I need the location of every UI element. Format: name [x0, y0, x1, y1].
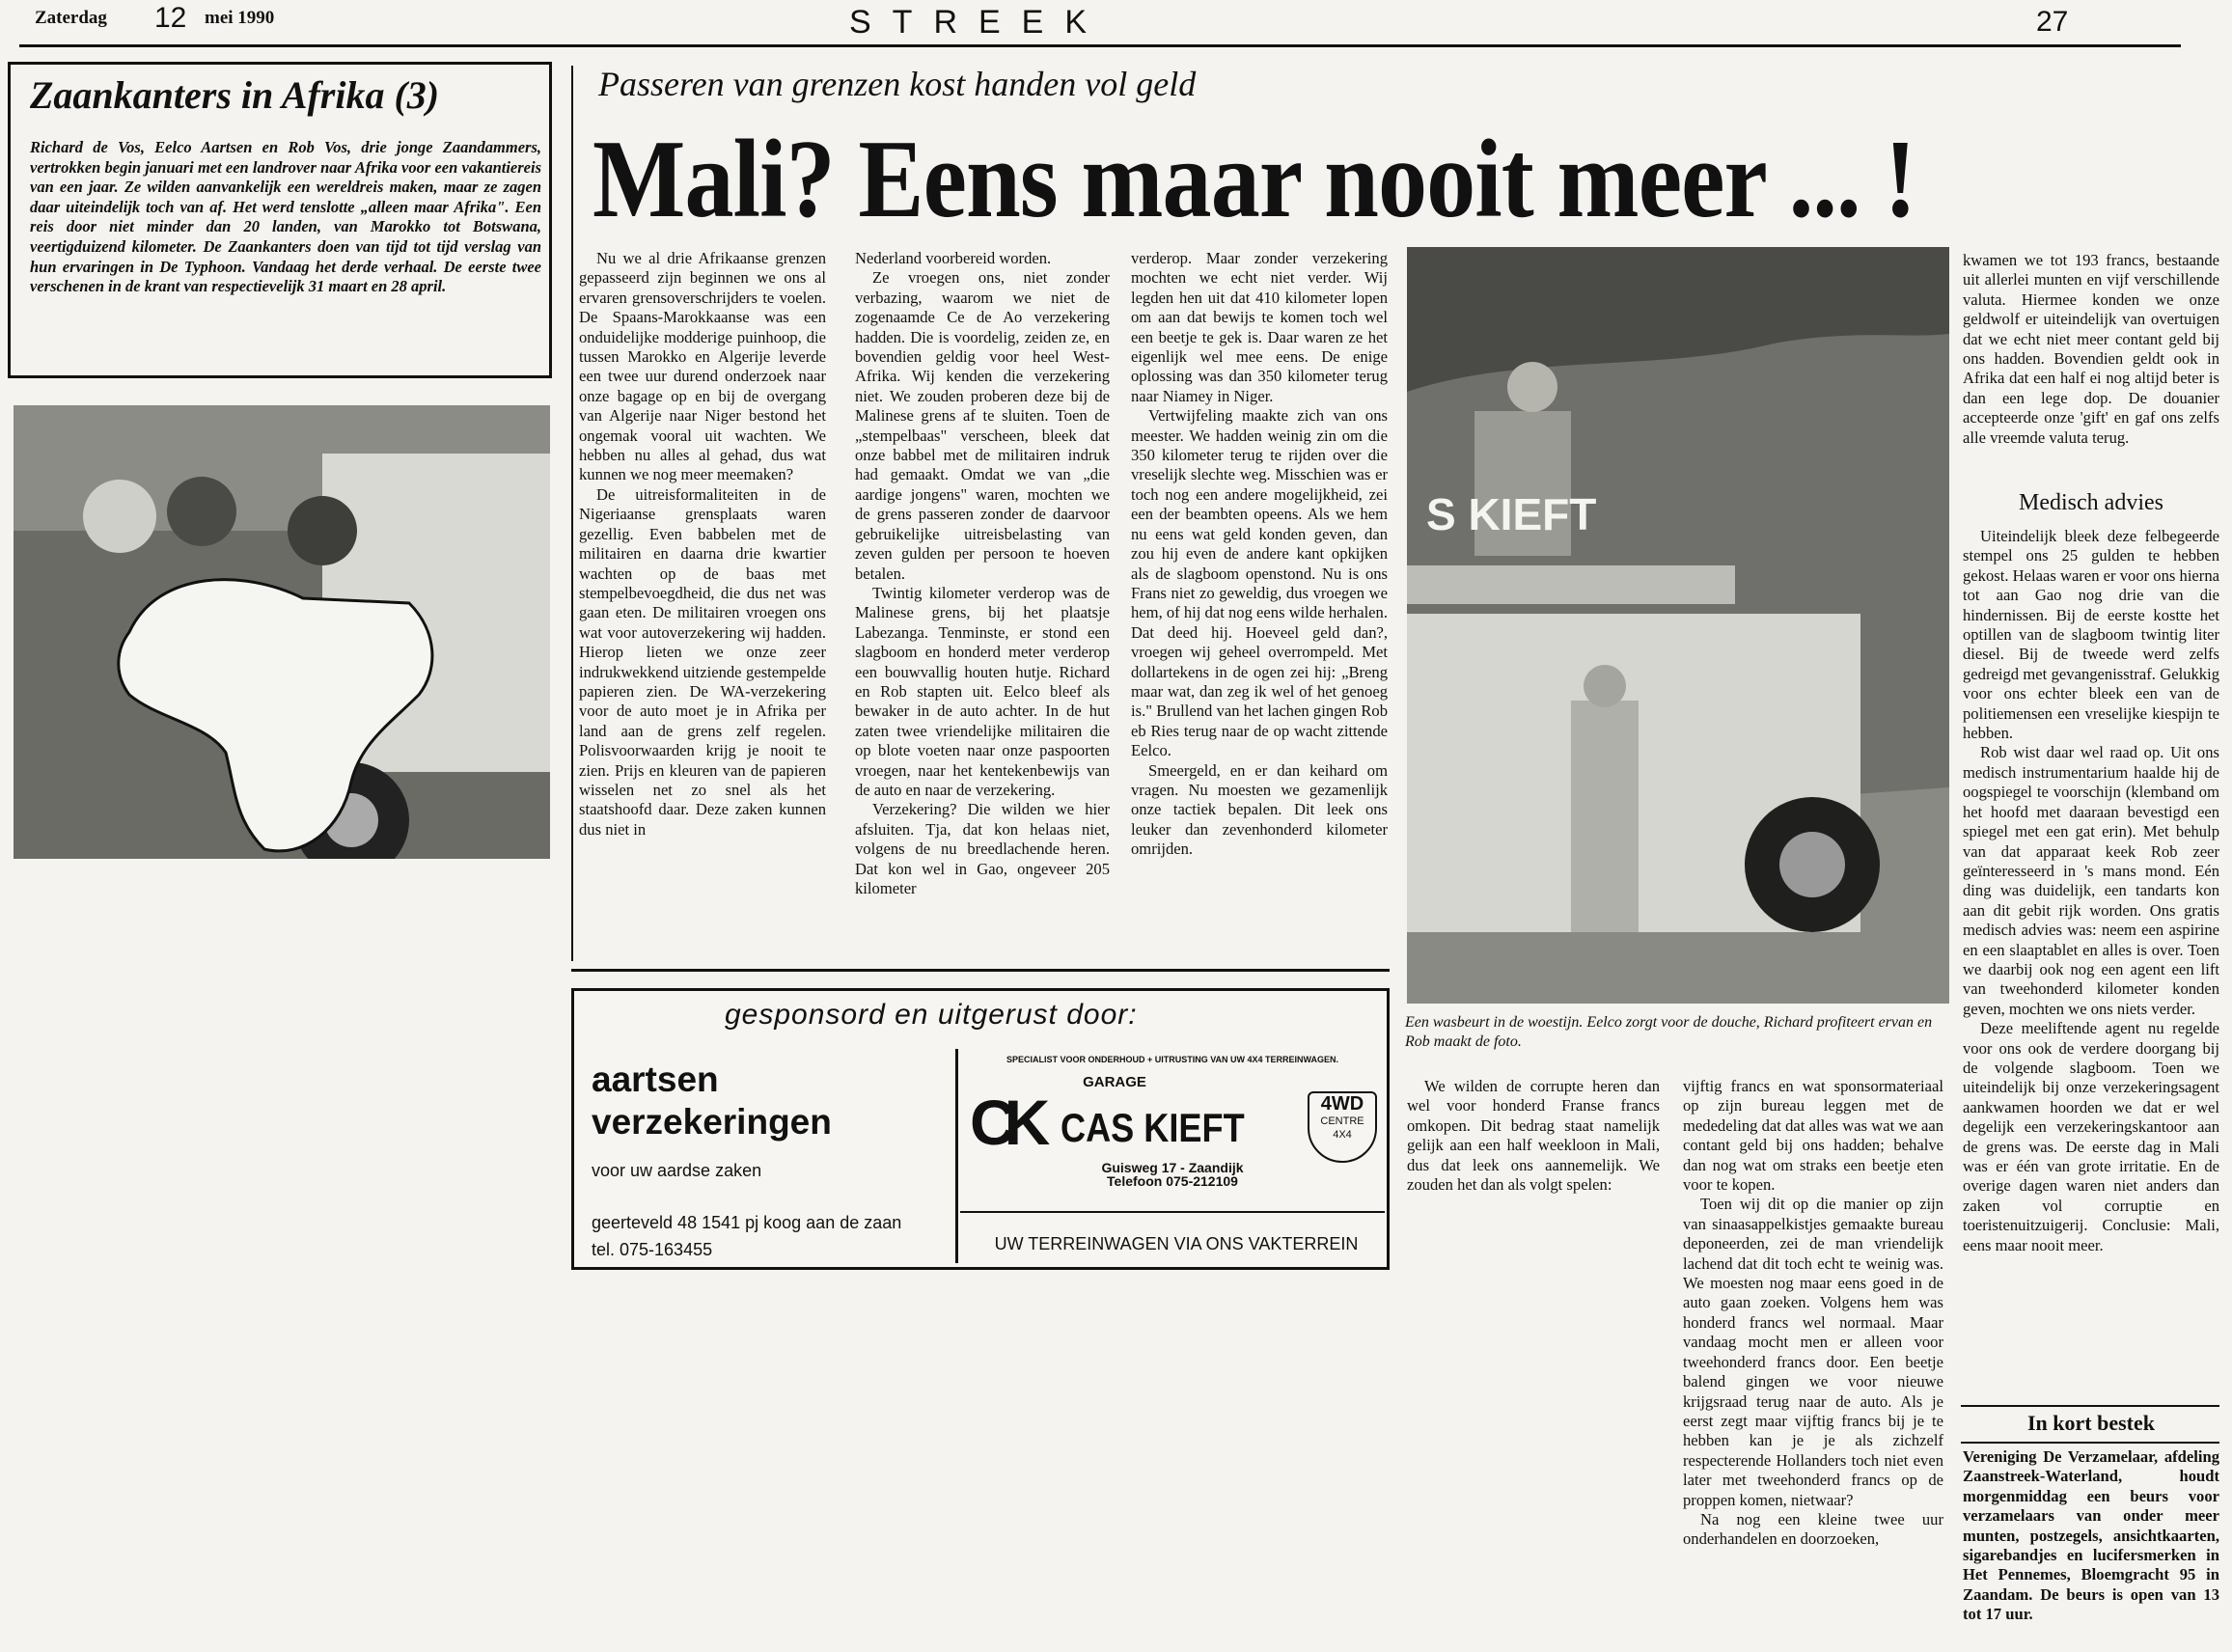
- article-headline: Mali? Eens maar nooit meer ... !: [592, 118, 1916, 241]
- paragraph: Vertwijfeling maakte zich van ons meester. We hadden weinig zin om die 350 kilometer terug te rijden over die vreselijk slechte weg. Misschien was er toch nog een andere mogelijkheid, zei een der beambten opeens. Als we hem nu eens wat geld konden geven, dan zou hij even de andere kant opkijken als de slagboom openstond. Nu is ons Frans niet zo geweldig, dus vroegen we hem, of hij dat nog eens wilde herhalen. Dat deed hij. Hoeveel geld dan?, vroegen wij geheel overrompeld. Met dollartekens in de ogen zei hij: „Breng maar wat, dan zeg ik wel of het genoeg is." Brullend van het lachen gingen Rob eb Ries terug naar de op wacht zittende Eelco.: [1131, 406, 1388, 760]
- desert-photo-art: [1407, 247, 1949, 1004]
- article-column-1: [579, 249, 826, 840]
- paragraph: Deze meeliftende agent nu regelde voor ons ook de verdere doorgang bij de volgende slagboom. Toen we uiteindelijk bij onze verzekeringsagent aankwamen hoorden we dat er wel degelijk een verzekeringskantoor aan de grens was. De eerste dag in Mali was er één van grote irritatie. En de overige dagen waren niet anders dan zaken vol corruptie en toeristenuitzuigerij. Conclusie: Mali, eens maar nooit meer.: [1963, 1019, 2219, 1254]
- masthead-date-number: 12: [154, 2, 187, 34]
- column-divider: [571, 66, 573, 961]
- caskieft-specialist: SPECIALIST VOOR ONDERHOUD + UITRUSTING VAN UW 4X4 TERREINWAGEN.: [1006, 1055, 1339, 1064]
- paragraph: verderop. Maar zonder verzekering mochten we echt niet verder. Wij legden hen uit dat 410 kilometer lopen om aan dat bewijs te komen toch wel een beetje te gek is. Daar waren ze het eigenlijk wel mee eens. De enige oplossing was dan 350 kilometer terug naar Niamey in Niger.: [1131, 249, 1388, 405]
- desert-photo: [1407, 247, 1949, 1004]
- paragraph: vijftig francs en wat sponsormateriaal op zijn bureau leggen met de mededeling dat dat alles was wat we aan contant geld bij ons hadden; behalve dan nog wat om straks een beetje eten voor te kopen.: [1683, 1077, 1943, 1195]
- medisch-advies-subhead: Medisch advies: [2019, 490, 2163, 515]
- ad-divider: [955, 1049, 958, 1263]
- series-title: Zaankanters in Afrika (3): [30, 73, 440, 117]
- paragraph: Twintig kilometer verderop was de Malinese grens, bij het plaatsje Labezanga. Tenminste, er stond een slagboom en honderd meter verderop een bouwvallig houten hutje. Richard en Rob stapten uit. Eelco bleef als bewaker in de auto achter. In de hut zaten twee vriendelijke militairen die op blote voeten naar onze paspoorten vroegen, naar het kentekenbewijs van de auto en naar de verzekering.: [855, 583, 1110, 799]
- aartsen-tagline: voor uw aardse zaken: [592, 1161, 762, 1180]
- brief-text: [1963, 1447, 2219, 1625]
- article-kicker: Passeren van grenzen kost handen vol geld: [598, 65, 1197, 103]
- paragraph: Verzekering? Die wilden we hier afsluiten. Tja, dat kon helaas niet, volgens de nu breedlachende heren. Dat kon wel in Gao, ongeveer 205 kilometer: [855, 800, 1110, 897]
- ad-top-rule: [571, 969, 1390, 972]
- paragraph: De uitreisformaliteiten in de Nigeriaanse grensplaats waren gezellig. Even babbelen met de militairen en daarna drie kwartier wachten op de baas met stempelbevoegdheid, die dus net was gaan eten. De militairen vroegen ons wat voor autoverzekering wij hadden. Hierop lieten we onze zeer indrukwekkend uitziende gestempelde papieren zien. De WA-verzekering voor de auto moet je in Afrika per land aan de grens zelf regelen. Polisvoorwaarden krijg je nooit te zien. Prijs en kleuren van de papieren wisselen net zo snel als het staatshoofd daar. Deze zaken kunnen dus niet in: [579, 484, 826, 839]
- page-number: 27: [2036, 6, 2069, 38]
- paragraph: Nu we al drie Afrikaanse grenzen gepasseerd zijn beginnen we ons al ervaren grensoverschrijders te voelen. De Spaans-Marokkaanse was een onduidelijke modderige puinhoop, die tussen Marokko en Algerije leverde een twee uur durend onderzoek naar onze bagage op en bij de overgang van Algerije naar Niger bestond het ongemak vooral uit wachten. We hebben nu alles al gehad, dus wat kunnen we nog meer meemaken?: [579, 249, 826, 484]
- series-box: [8, 62, 552, 378]
- aartsen-address: geerteveld 48 1541 pj koog aan de zaan: [592, 1213, 902, 1232]
- article-column-6-bottom: [1963, 527, 2219, 1255]
- masthead-rule: [19, 44, 2181, 47]
- 4wd-badge-line-2: CENTRE: [1320, 1115, 1364, 1127]
- article-column-3: [1131, 249, 1388, 860]
- truck-lettering: S KIEFT: [1426, 489, 1597, 539]
- paragraph: Na nog een kleine twee uur onderhandelen en doorzoeken,: [1683, 1509, 1943, 1549]
- ad-heading: gesponsord en uitgerust door:: [725, 999, 1138, 1031]
- caskieft-contact: [1066, 1161, 1279, 1188]
- paragraph: We wilden de corrupte heren dan wel voor honderd Franse francs omkopen. Dit bedrag staat namelijk gelijk aan een half weekloon in Mali, dus dat leek ons aannemelijk. We zouden het dan als volgt spelen:: [1407, 1077, 1660, 1195]
- aartsen-name: [592, 1059, 832, 1143]
- article-column-2: [855, 249, 1110, 898]
- paragraph: Ze vroegen ons, niet zonder verbazing, waarom we niet de zogenaamde Ce de Ao verzekering hadden. Die is voordelig, zeiden ze, en bovendien geldig voor heel West-Afrika. Wij kenden die verzekering niet. We zouden proberen deze bij de Malinese grens af te sluiten. Toen de „stempelbaas" verscheen, bleek dat onze babbel met de militairen indruk had gemaakt. Omdat we van „die aardige jongens" waren, mochten we de grens passeren zonder de daarvoor gebruikelijke uitreisbelasting van zeven gulden per persoon te hoeven betalen.: [855, 268, 1110, 583]
- aartsen-phone: tel. 075-163455: [592, 1240, 713, 1259]
- masthead-day: Zaterdag: [35, 8, 107, 28]
- paragraph: Vereniging De Verzamelaar, afdeling Zaanstreek-Waterland, houdt morgenmiddag een beurs voor verzamelaars van onder meer munten, postzegels, ansichtkaarten, sigarebandjes en lucifersmerken in Het Pennemes, Bloemgracht 95 in Zaandam. De beurs is open van 13 tot 17 uur.: [1963, 1447, 2219, 1624]
- article-column-4: [1407, 1077, 1660, 1195]
- paragraph: Toen wij dit op die manier op zijn van sinaasappelkistjes gemaakte bureau deponeerden, zei de man vriendelijk lachend dat dit toch echt te weinig was. We moesten nog maar eens goed in de auto gaan zoeken. Volgens hem was honderd francs wel normaal. Maar vandaag mocht men er alleen voor tweehonderd francs door. Een beetje balend gingen we voor nieuwe krijgsraad terug naar de auto. Als je eerst zegt maar vijftig francs bij je te hebben kan je je als zichzelf respecterende Hollanders toch niet even later met tweehonderd francs op de proppen komen, nietwaar?: [1683, 1195, 1943, 1509]
- brief-title: In kort bestek: [2026, 1411, 2155, 1435]
- photo-caption: Een wasbeurt in de woestijn. Eelco zorgt voor de douche, Richard profiteert ervan en Rob maakt de foto.: [1405, 1014, 1933, 1050]
- team-photo: [14, 405, 550, 859]
- caskieft-name: CAS KIEFT: [1061, 1105, 1245, 1150]
- paragraph: Smeergeld, en er dan keihard om vragen. Nu moesten we gezamenlijk onze tactiek bepalen. Dit leek ons leuker dan zevenhonderd kilometer omrijden.: [1131, 760, 1388, 859]
- aartsen-name-line-1: aartsen: [592, 1060, 719, 1099]
- sponsor-ad: [571, 988, 1390, 1270]
- masthead-month-year: mei 1990: [205, 8, 275, 28]
- article-column-6-top: [1963, 251, 2219, 448]
- 4wd-badge-line-3: 4X4: [1333, 1129, 1352, 1141]
- paragraph: kwamen we tot 193 francs, bestaande uit allerlei munten en vijf verschillende valuta. Hiermee konden we onze geldwolf er uiteindelijk van overtuigen dat we echt niet meer contant geld bij ons hadden. Bovendien geldt ook in Afrika dat een half ei nog altijd beter is dan een lege dop. De douanier accepteerde onze 'gift' en gaf ons zelfs alle vreemde valuta terug.: [1963, 251, 2219, 447]
- paragraph: Rob wist daar wel raad op. Uit ons medisch instrumentarium haalde hij de oogspiegel te voorschijn (klemband om het hoofd met daaraan bevestigd een spiegel met een gat erin). Met behulp van dat apparaat keek Rob zeer geïnteresseerd in 's mans mond. Eén ding was duidelijk, een tandarts kon aan dit gebit rijk worden. Ons gratis medisch advies was: neem een aspirine en een slaaptablet en alles is over. Toen we daarbij ook nog een agent een lift van tweehonderd kilometer konden geven, mochten we ons niets verder.: [1963, 743, 2219, 1018]
- caskieft-phone: Telefoon 075-212109: [1107, 1173, 1238, 1189]
- aartsen-name-line-2: verzekeringen: [592, 1102, 832, 1142]
- paragraph: Nederland voorbereid worden.: [855, 249, 1052, 267]
- ad-slogan-rule: [960, 1211, 1385, 1213]
- section-title: STREEK: [849, 4, 1109, 41]
- caskieft-slogan: UW TERREINWAGEN VIA ONS VAKTERREIN: [994, 1234, 1359, 1253]
- article-column-5: [1683, 1077, 1943, 1550]
- team-photo-art: [14, 405, 550, 859]
- series-intro: Richard de Vos, Eelco Aartsen en Rob Vos, drie jonge Zaandammers, vertrokken begin januari met een landrover naar Afrika voor een vakantiereis van een jaar. Ze wilden aanvankelijk een wereldreis maken, maar ze zagen daar uiteindelijk toch van af. Het werd tenslotte „alleen maar Afrika". Een reis door niet minder dan 20 landen, van Marokko tot Botswana, veertigduizend kilometer. De Zaankanters doen van tijd tot tijd verslag van hun ervaringen in De Typhoon. Vandaag het derde verhaal. De eerste twee verschenen in de krant van respectievelijk 31 maart en 28 april.: [30, 138, 541, 296]
- caskieft-address: Guisweg 17 - Zaandijk: [1101, 1160, 1244, 1175]
- caskieft-logo: CK: [970, 1087, 1039, 1158]
- caskieft-garage: GARAGE: [1083, 1074, 1146, 1090]
- 4wd-badge-line-1: 4WD: [1320, 1093, 1364, 1115]
- brief-rule-top: [1961, 1405, 2219, 1407]
- paragraph: Uiteindelijk bleek deze felbegeerde stempel ons 25 gulden te hebben gekost. Helaas waren er voor ons hierna tot aan Gao nog drie van die hindernissen. Bij de eerste kostte het optillen van de slagboom twintig liter diesel. Bij de tweede werd zelfs gedreigd met gevangenisstraf. Gelukkig voor ons echter bleek een van de politiemensen een vreselijke kiespijn te hebben.: [1963, 527, 2219, 743]
- 4wd-badge: [1308, 1091, 1377, 1163]
- brief-rule-bottom: [1961, 1442, 2219, 1444]
